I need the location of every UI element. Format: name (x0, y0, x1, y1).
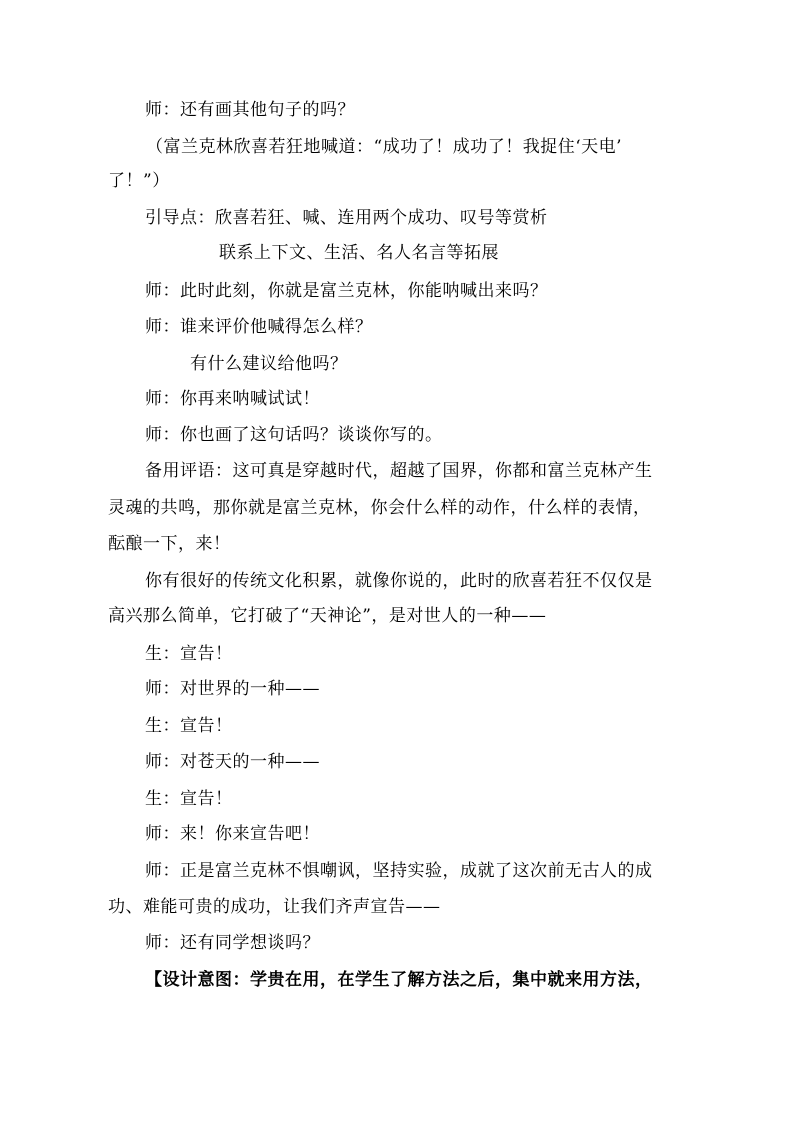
text-line: 生：宣告！ (145, 716, 233, 736)
text-line: 师：谁来评价他喊得怎么样？ (145, 317, 373, 337)
text-line: 师：对苍天的一种—— (145, 752, 320, 772)
text-line: 功、难能可贵的成功，让我们齐声宣告—— (108, 897, 441, 917)
text-line: 生：宣告！ (145, 789, 233, 809)
text-line: 灵魂的共鸣，那你就是富兰克林，你会什么样的动作，什么样的表情， (108, 498, 651, 518)
text-line: （富兰克林欣喜若狂地喊道：“成功了！成功了！我捉住‘天电’ (146, 137, 622, 157)
text-line: 备用评语：这可真是穿越时代，超越了国界，你都和富兰克林产生 (145, 461, 653, 481)
text-line: 高兴那么简单，它打破了“天神论”，是对世人的一种—— (108, 606, 547, 626)
text-line: 师：此时此刻，你就是富兰克林，你能呐喊出来吗？ (145, 281, 548, 301)
text-line: 引导点：欣喜若狂、喊、连用两个成功、叹号等赏析 (145, 208, 548, 228)
text-line: 师：来！你来宣告吧！ (145, 824, 320, 844)
text-line: 你有很好的传统文化积累，就像你说的，此时的欣喜若狂不仅仅是 (145, 571, 653, 591)
text-line: 师：还有画其他句子的吗？ (145, 100, 355, 120)
text-line: 师：还有同学想谈吗？ (145, 933, 320, 953)
text-line: 联系上下文、生活、名人名言等拓展 (219, 243, 499, 263)
text-line: 酝酿一下，来！ (108, 534, 231, 554)
text-line: 师：正是富兰克林不惧嘲讽，坚持实验，成就了这次前无古人的成 (145, 861, 653, 881)
text-line: 生：宣告！ (145, 644, 233, 664)
design-intent-line: 【设计意图：学贵在用，在学生了解方法之后，集中就来用方法， (145, 970, 653, 990)
text-line: 师：你再来呐喊试试！ (145, 389, 320, 409)
text-line: 了！”） (108, 171, 170, 191)
text-line: 师：你也画了这句话吗？谈谈你写的。 (145, 425, 443, 445)
text-line: 有什么建议给他吗？ (190, 354, 348, 374)
text-line: 师：对世界的一种—— (145, 679, 320, 699)
